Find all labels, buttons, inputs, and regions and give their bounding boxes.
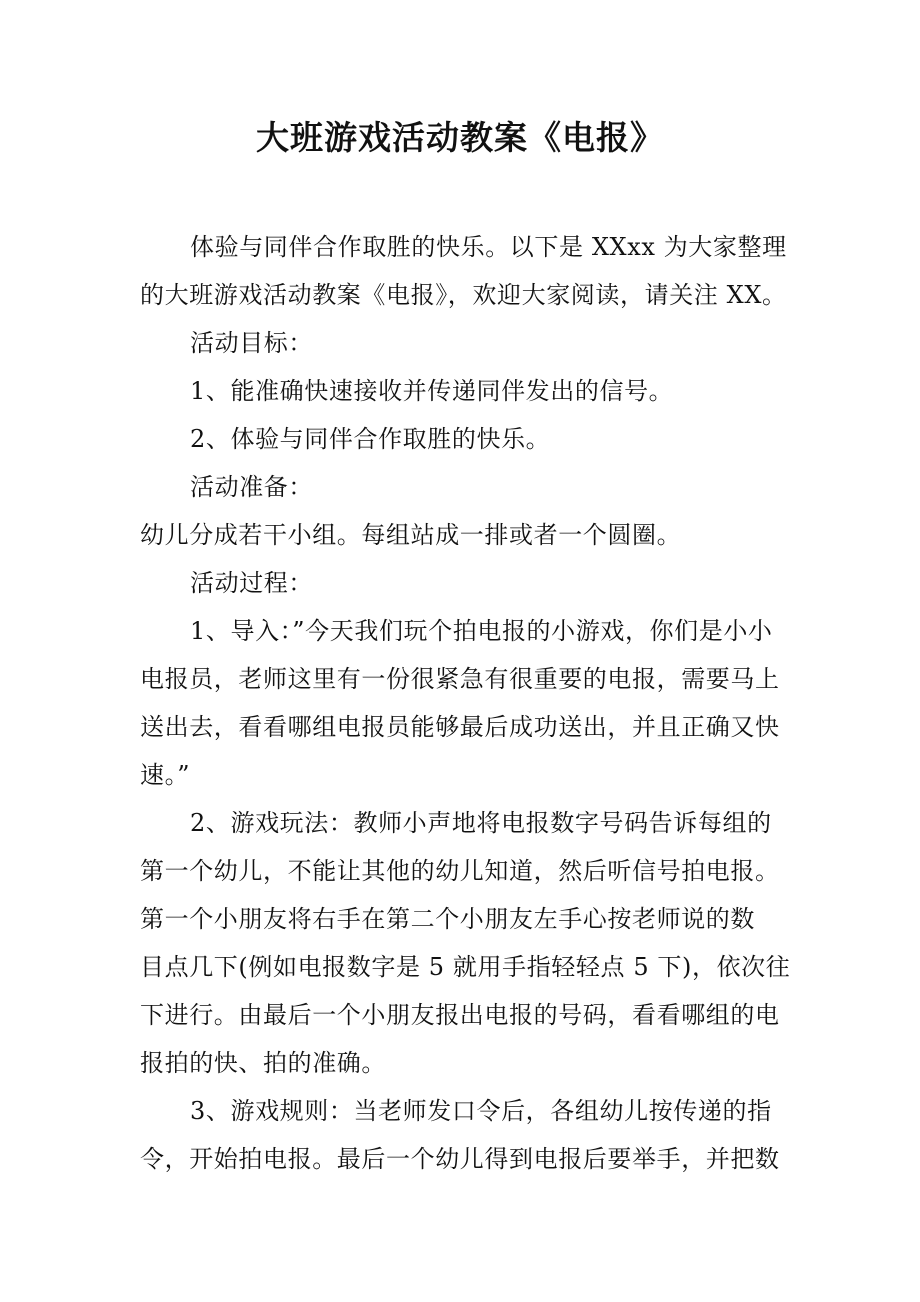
text-line: 活动准备： <box>190 473 313 501</box>
text-line: 电报员，老师这里有一份很紧急有很重要的电报，需要马上 <box>140 665 780 693</box>
text-line: 2、体验与同伴合作取胜的快乐。 <box>190 425 551 453</box>
paragraph <box>140 223 800 319</box>
document-body <box>140 223 800 1183</box>
text-line: 2、游戏玩法：教师小声地将电报数字号码告诉每组的 <box>190 809 772 837</box>
text-line: 体验与同伴合作取胜的快乐。以下是 XXxx 为大家整理 <box>190 233 787 261</box>
paragraph <box>140 559 800 607</box>
paragraph <box>140 319 800 367</box>
text-line: 的大班游戏活动教案《电报》，欢迎大家阅读，请关注 XX。 <box>140 281 787 309</box>
text-line: 活动过程： <box>190 569 313 597</box>
text-line: 1、能准确快速接收并传递同伴发出的信号。 <box>190 377 674 405</box>
text-line: 1、导入：”今天我们玩个拍电报的小游戏，你们是小小 <box>190 617 773 645</box>
text-line: 活动目标： <box>190 329 313 357</box>
text-line: 送出去，看看哪组电报员能够最后成功送出，并且正确又快 <box>140 713 780 741</box>
paragraph <box>140 415 800 463</box>
text-line: 幼儿分成若干小组。每组站成一排或者一个圆圈。 <box>140 521 682 549</box>
paragraph <box>140 607 800 799</box>
paragraph <box>140 463 800 511</box>
text-line: 令，开始拍电报。最后一个幼儿得到电报后要举手，并把数 <box>140 1145 780 1173</box>
text-line: 下进行。由最后一个小朋友报出电报的号码，看看哪组的电 <box>140 1001 780 1029</box>
text-line: 第一个小朋友将右手在第二个小朋友左手心按老师说的数 <box>140 905 755 933</box>
paragraph <box>140 367 800 415</box>
paragraph <box>140 511 800 559</box>
text-line: 报拍的快、拍的准确。 <box>140 1049 386 1077</box>
paragraph <box>140 799 800 1087</box>
text-line: 第一个幼儿，不能让其他的幼儿知道，然后听信号拍电报。 <box>140 857 780 885</box>
text-line: 3、游戏规则：当老师发口令后，各组幼儿按传递的指 <box>190 1097 772 1125</box>
text-line: 速。” <box>140 761 191 789</box>
text-line: 目点几下(例如电报数字是 5 就用手指轻轻点 5 下)，依次往 <box>140 953 791 981</box>
paragraph <box>140 1087 800 1183</box>
document-title: 大班游戏活动教案《电报》 <box>256 118 664 157</box>
